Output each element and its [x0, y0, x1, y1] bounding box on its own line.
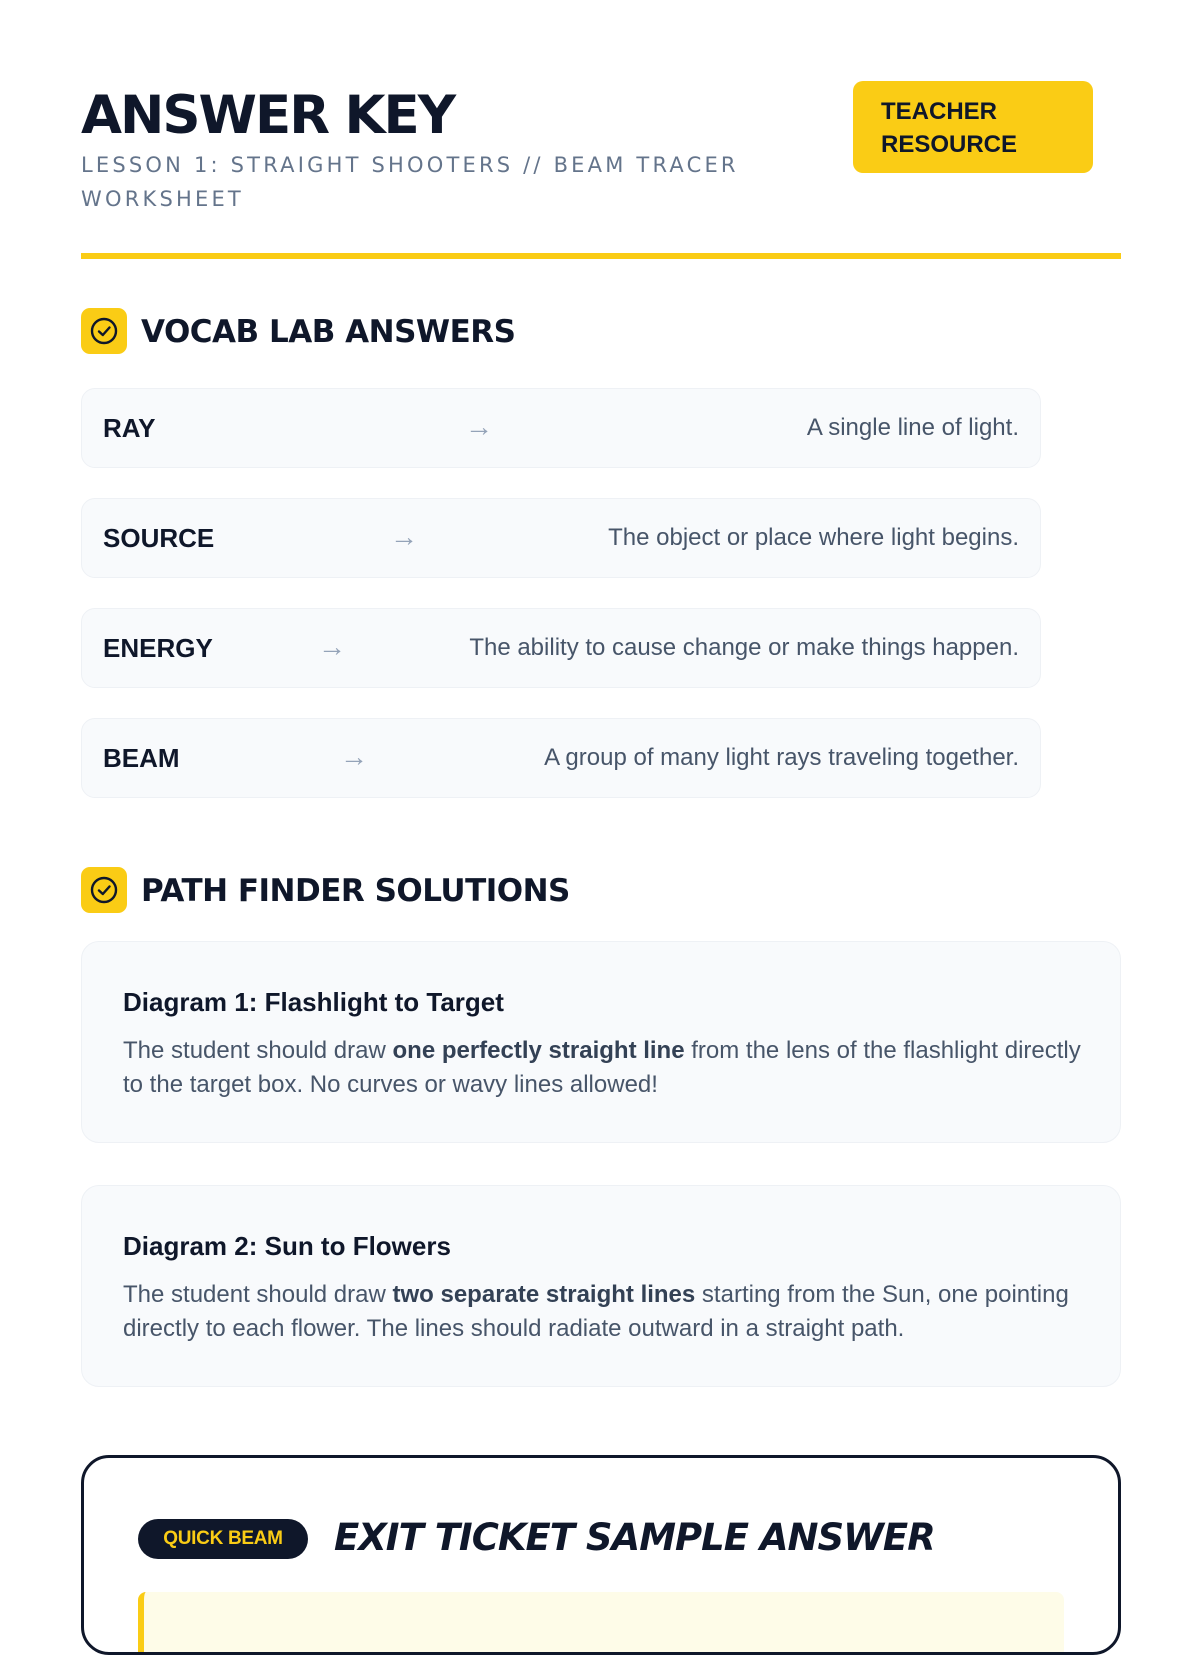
teacher-resource-badge: TEACHER RESOURCE [853, 81, 1093, 173]
section-title: PATH FINDER SOLUTIONS [141, 873, 570, 909]
arrow-right-icon: → [390, 521, 418, 552]
exit-ticket-title: EXIT TICKET SAMPLE ANSWER [334, 1516, 935, 1559]
section-title: VOCAB LAB ANSWERS [141, 314, 516, 350]
arrow-right-icon: → [340, 741, 368, 772]
vocab-term: BEAM [103, 743, 180, 773]
exit-ticket-box [81, 1455, 1121, 1655]
diagram-solution-card [81, 1185, 1121, 1387]
diagram-solution-card [81, 941, 1121, 1143]
path-finder-section-heading [81, 867, 981, 915]
arrow-right-icon: → [318, 631, 346, 662]
vocab-definition: A single line of light. [806, 414, 1019, 441]
vocab-row [81, 498, 1041, 578]
arrow-right-icon: → [465, 411, 493, 442]
check-circle-icon [81, 308, 127, 354]
vocab-row [81, 608, 1041, 688]
vocab-term: RAY [103, 413, 156, 443]
page-subtitle: LESSON 1: STRAIGHT SHOOTERS // BEAM TRACER WORKSHEET [81, 153, 739, 211]
diagram-answer: The student should draw two separate straight lines starting from the Sun, one pointing directly to each flower. The lines should radiate outward in a straight path. [123, 1281, 1069, 1342]
diagram-title: Diagram 2: Sun to Flowers [123, 1231, 451, 1261]
vocab-row [81, 388, 1041, 468]
vocab-definition: A group of many light rays traveling together. [544, 744, 1019, 771]
diagram-title: Diagram 1: Flashlight to Target [123, 987, 504, 1017]
vocab-row [81, 718, 1041, 798]
vocab-definition: The object or place where light begins. [608, 524, 1019, 551]
diagram-answer: The student should draw one perfectly straight line from the lens of the flashlight directly to the target box. No curves or wavy lines allowed! [123, 1037, 1081, 1098]
sample-answer-box [138, 1592, 1064, 1652]
check-circle-icon [81, 867, 127, 913]
page-title: ANSWER KEY [81, 85, 455, 146]
vocab-section-heading [81, 308, 981, 356]
vocab-term: SOURCE [103, 523, 215, 553]
header-divider [81, 253, 1121, 259]
vocab-definition: The ability to cause change or make things happen. [469, 634, 1019, 661]
quick-beam-pill: QUICK BEAM [138, 1519, 308, 1559]
vocab-term: ENERGY [103, 633, 213, 663]
